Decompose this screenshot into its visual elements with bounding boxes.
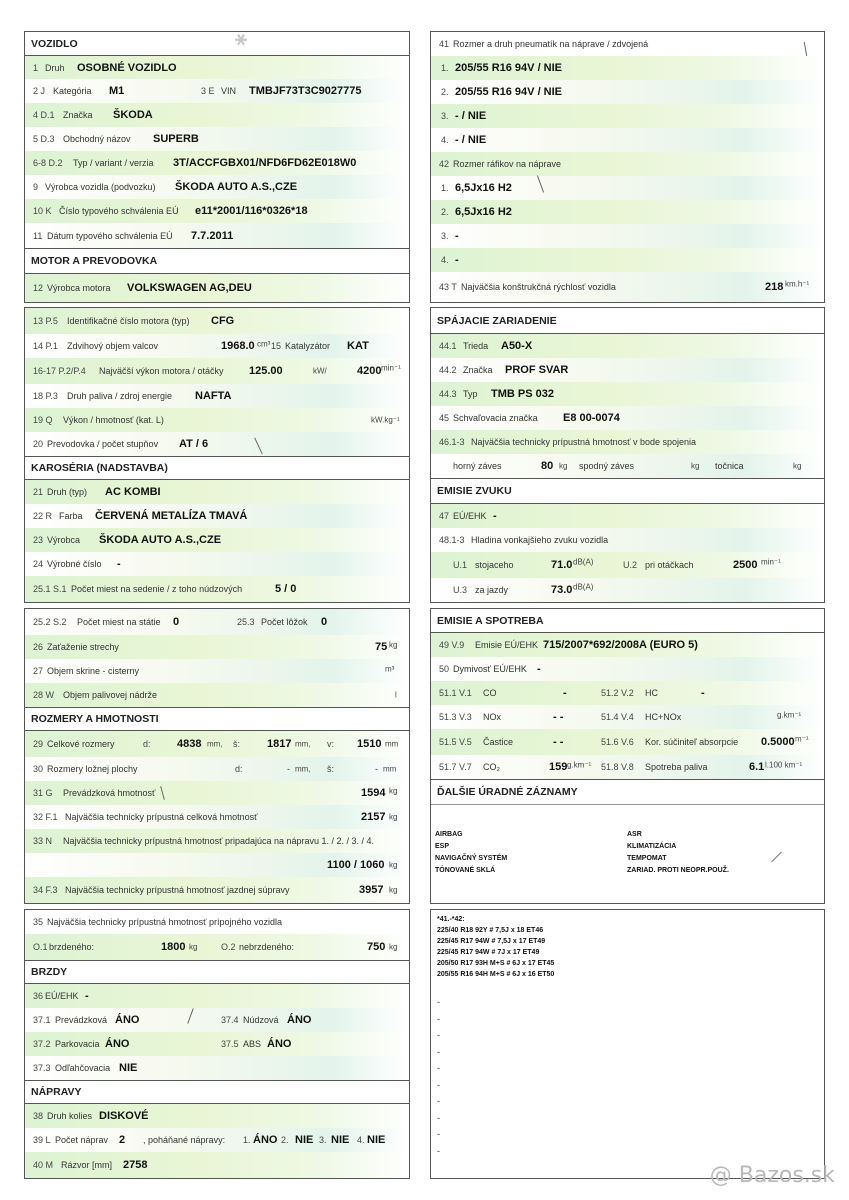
row-cislo-motora: 13 P.5 Identifikačné číslo motora (typ) CFG — [25, 308, 409, 334]
row-objem-nadrze: 28 W Objem palivovej nádrže l — [25, 683, 409, 707]
row-spaj-znacka: 44.2 Značka PROF SVAR — [431, 358, 824, 382]
row-dymivost: 50 Dymivosť EÚ/EHK - — [431, 657, 824, 681]
row-kategoria: 2 J Kategória M1 3 E VIN TMBJF73T3C9027775 — [25, 79, 409, 103]
row-emisie-euehk: 49 V.9 Emisie EÚ/EHK 715/2007*692/2008A (EURO 5) — [431, 633, 824, 657]
pneu-dash-list: - - - - - - - - - - — [437, 997, 440, 1156]
panel-spajacie — [430, 307, 825, 603]
row-vyrobne-cislo: 24 Výrobné číslo - — [25, 552, 409, 576]
row-zdvihovy-objem: 14 P.1 Zdvihový objem valcov 1968.0 cm³ 15 Katalyzátor KAT — [25, 334, 409, 358]
zaznam-tonovane: TÓNOVANÉ SKLÁ — [435, 867, 496, 874]
row-castice: 51.5 V.5 Častice - - 51.6 V.6 Kor. súčiniteľ absorpcie 0.5000 m⁻¹ — [431, 729, 824, 755]
row-hmotnost-supravy: 34 F.3 Najväčšia technicky prípustná hmotnosť jazdnej súpravy 3957 kg — [25, 877, 409, 903]
bazos-watermark: @ Bazos.sk — [709, 1163, 835, 1188]
panel-pneu-zoznam — [430, 909, 825, 1179]
zaznam-navigacia: NAVIGAČNÝ SYSTÉM — [435, 855, 508, 862]
row-zvuk-euehk: 47 EÚ/EHK - — [431, 504, 824, 528]
row-co2: 51.7 V.7 CO₂ 159 g.km⁻¹ 51.8 V.8 Spotreba paliva 6.1 l.100 km⁻¹ — [431, 755, 824, 779]
panel-emisie — [430, 608, 825, 904]
panel-pneumatiky — [430, 31, 825, 303]
row-cislo-schvalenia: 10 K Číslo typového schválenia EÚ e11*2001/116*0326*18 — [25, 199, 409, 223]
zaznam-tempomat: TEMPOMAT — [627, 855, 667, 862]
row-zvuk-stojaceho: U.1 stojaceho 71.0 dB(A) U.2 pri otáčkach 2500 min⁻¹ — [431, 552, 824, 578]
row-zavesy: horný záves 80 kg spodný záves kg točnica kg — [431, 454, 824, 478]
section-karoseria: KAROSÉRIA (NADSTAVBA) — [25, 456, 409, 480]
row-pripojne-brzdene: O.1 brzdeného: 1800 kg O.2 nebrzdeného: 750 kg — [25, 934, 409, 960]
section-brzdy: BRZDY — [25, 960, 409, 984]
row-rim-2: 2. 6,5Jx16 H2 — [431, 200, 824, 224]
section-vozidlo: VOZIDLO — [25, 32, 409, 56]
row-hladina-zvuku: 48.1-3 Hladina vonkajšieho zvuku vozidla — [431, 528, 824, 552]
section-motor: MOTOR A PREVODOVKA — [25, 248, 409, 274]
section-emisie-zvuku: EMISIE ZVUKU — [431, 478, 824, 504]
row-schvalovacia-znacka: 45 Schvaľovacia značka E8 00-0074 — [431, 406, 824, 430]
section-dalsie-zaznamy: ĎALŠIE ÚRADNÉ ZÁZNAMY — [431, 779, 824, 805]
row-brzda-odlahcovacia: 37.3 Odľahčovacia NIE — [25, 1056, 409, 1080]
row-datum-schvalenia: 11 Dátum typového schválenia EÚ 7.7.2011 — [25, 223, 409, 248]
row-rim-1: 1. 6,5Jx16 H2 — [431, 176, 824, 200]
row-prevadzkova-hmotnost: 31 G Prevádzková hmotnosť 1594 kg — [25, 781, 409, 805]
zaznam-airbag: AIRBAG — [435, 831, 463, 838]
row-vykon: 16-17 P.2/P.4 Najväčší výkon motora / otáčky 125.00 kW/ 4200 min⁻¹ — [25, 358, 409, 384]
row-tyre-2: 2. 205/55 R16 94V / NIE — [431, 80, 824, 104]
pneu-zoznam-text: *41.-*42: 225/40 R18 92Y # 7,5J x 18 ET46 225/45 R17 94W # 7,5J x 17 ET49 225/45 R17 94W # 7J x 17 ET49 205/50 R17 93H M+S # 6J x 17 ET45 205/55 R16 94H M+S # 6J x 16 ET50 — [437, 916, 555, 978]
section-emisie-spotreba: EMISIE A SPOTREBA — [431, 609, 824, 633]
row-brzda-parkovacia: 37.2 Parkovacia ÁNO 37.5 ABS ÁNO — [25, 1032, 409, 1056]
row-prevodovka: 20 Prevodovka / počet stupňov AT / 6 — [25, 432, 409, 456]
row-hmotnost-naprava-val: 1100 / 1060 kg — [25, 853, 409, 877]
row-max-rychlost: 43 T Najväčšia konštrukčná rýchlosť vozidla 218 km.h⁻¹ — [431, 272, 824, 302]
row-razvor: 40 M Rázvor [mm] 2758 — [25, 1152, 409, 1178]
panel-rozmery — [24, 608, 410, 904]
row-vyrobca-karoserie: 23 Výrobca ŠKODA AUTO A.S.,CZE — [25, 528, 409, 552]
row-miesta-statie: 25.2 S.2 Počet miest na státie 0 25.3 Počet lôžok 0 — [25, 609, 409, 635]
row-typ: 6-8 D.2 Typ / variant / verzia 3T/ACCFGBX01/NFD6FD62E018W0 — [25, 151, 409, 175]
row-hmotnost-pripojneho: 35 Najväčšia technicky prípustná hmotnosť prípojného vozidla — [33, 917, 283, 927]
zaznam-zariadenie: ZARIAD. PROTI NEOPR.POUŽ. — [627, 867, 729, 874]
row-druh: 1 Druh OSOBNÉ VOZIDLO — [25, 56, 409, 79]
zaznam-asr: ASR — [627, 831, 642, 838]
row-palivo: 18 P.3 Druh paliva / zdroj energie NAFTA — [25, 384, 409, 408]
row-tyre-4: 4. - / NIE — [431, 128, 824, 152]
row-lozna-plocha: 30 Rozmery ložnej plochy d: - mm, š: - mm — [25, 757, 409, 781]
row-co-hc: 51.1 V.1 CO - 51.2 V.2 HC - — [431, 681, 824, 705]
row-rim-4: 4. - — [431, 248, 824, 272]
row-zatazenie-strechy: 26 Zaťaženie strechy 75 kg — [25, 635, 409, 659]
section-spajacie: SPÁJACIE ZARIADENIE — [431, 308, 824, 334]
panel-motor — [24, 307, 410, 603]
row-druh-kolies: 38 Druh kolies DISKOVÉ — [25, 1104, 409, 1128]
row-pocet-miest: 25.1 S.1 Počet miest na sedenie / z toho núdzových 5 / 0 — [25, 576, 409, 602]
row-trieda: 44.1 Trieda A50-X — [431, 334, 824, 358]
zaznamy-list — [431, 805, 824, 903]
row-obchodny-nazov: 5 D.3 Obchodný názov SUPERB — [25, 127, 409, 151]
row-farba: 22 R Farba ČERVENÁ METALÍZA TMAVÁ — [25, 504, 409, 528]
row-vyrobca: 9 Výrobca vozidla (podvozku) ŠKODA AUTO A.S.,CZE — [25, 175, 409, 199]
row-nox: 51.3 V.3 NOx - - 51.4 V.4 HC+NOx g.km⁻¹ — [431, 705, 824, 729]
row-hmotnost-spojenia: 46.1-3 Najväčšia technicky prípustná hmotnosť v bode spojenia — [431, 430, 824, 454]
row-zvuk-jazdy: U.3 za jazdy 73.0 dB(A) — [431, 578, 824, 602]
row-pneumatiky-title: 41 Rozmer a druh pneumatík na náprave / zdvojená — [439, 39, 649, 49]
zaznam-esp: ESP — [435, 843, 450, 850]
row-vykon-hmotnost: 19 Q Výkon / hmotnosť (kat. L) kW.kg⁻¹ — [25, 408, 409, 432]
row-rim-3: 3. - — [431, 224, 824, 248]
section-napravy: NÁPRAVY — [25, 1080, 409, 1104]
row-spaj-typ: 44.3 Typ TMB PS 032 — [431, 382, 824, 406]
row-celkove-rozmery: 29 Celkové rozmery d: 4838 mm, š: 1817 mm, v: 1510 mm — [25, 731, 409, 757]
section-rozmery: ROZMERY A HMOTNOSTI — [25, 707, 409, 731]
row-tyre-1: 1. 205/55 R16 94V / NIE — [431, 56, 824, 80]
panel-vozidlo — [24, 31, 410, 303]
row-brzda-prevadzkova: 37.1 Prevádzková ÁNO 37.4 Núdzová ÁNO — [25, 1008, 409, 1032]
row-pocet-naprav: 39 L Počet náprav 2 , poháňané nápravy: 1. ÁNO 2. NIE 3. NIE 4. NIE — [25, 1128, 409, 1152]
row-celkova-hmotnost: 32 F.1 Najväčšia technicky prípustná celková hmotnosť 2157 kg — [25, 805, 409, 829]
zaznam-klimatizacia: KLIMATIZÁCIA — [627, 843, 677, 850]
row-objem-skrine: 27 Objem skrine - cisterny m³ — [25, 659, 409, 683]
row-brzdy-euehk: 36 EÚ/EHK - — [25, 984, 409, 1008]
row-vyrobca-motora: 12 Výrobca motora VOLKSWAGEN AG,DEU — [25, 274, 409, 302]
row-rafiky-title: 42 Rozmer ráfikov na náprave — [431, 152, 824, 176]
row-druh-typ: 21 Druh (typ) AC KOMBI — [25, 480, 409, 504]
row-hmotnost-naprava: 33 N Najväčšia technicky prípustná hmotnosť pripadajúca na nápravu 1. / 2. / 3. / 4. — [25, 829, 409, 853]
row-znacka: 4 D.1 Značka ŠKODA — [25, 103, 409, 127]
panel-brzdy — [24, 909, 410, 1179]
stamp-mark: ⚹ — [235, 31, 247, 50]
row-tyre-3: 3. - / NIE — [431, 104, 824, 128]
